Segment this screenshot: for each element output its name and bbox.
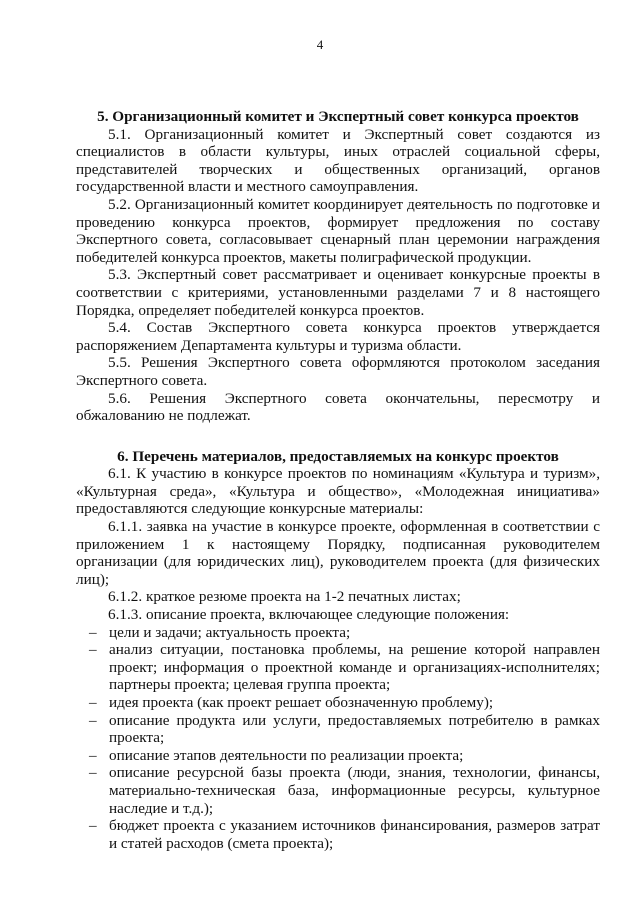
paragraph-6-1-3: 6.1.3. описание проекта, включающее следующие положения: (108, 606, 510, 624)
paragraph-6-1-2: 6.1.2. краткое резюме проекта на 1-2 печатных листах; (108, 588, 461, 606)
list-item: – описание ресурсной базы проекта (люди, знания, технологии, финансы, материально-техническая база, информационные ресурсы, культурное наследие и т.д.); (76, 764, 600, 817)
list-item: – цели и задачи; актуальность проекта; (76, 624, 600, 642)
paragraph-5-5: 5.5. Решения Экспертного совета оформляются протоколом заседания Экспертного совета. (76, 354, 600, 389)
paragraph-6-1-1: 6.1.1. заявка на участие в конкурсе проекте, оформленная в соответствии с приложением 1 к настоящему Порядку, подписанная руководителем организации (для юридических лиц), руководителем проекта (для физических лиц); (76, 518, 600, 588)
paragraph-5-3: 5.3. Экспертный совет рассматривает и оценивает конкурсные проекты в соответствии с критериями, установленными разделами 7 и 8 настоящего Порядка, определяет победителей конкурса проектов. (76, 266, 600, 319)
list-item: – описание этапов деятельности по реализации проекта; (76, 747, 600, 765)
paragraph-5-6: 5.6. Решения Экспертного совета окончательны, пересмотру и обжалованию не подлежат. (76, 389, 600, 425)
list-item: – идея проекта (как проект решает обозначенную проблему); (76, 694, 600, 712)
section-6-heading: 6. Перечень материалов, предоставляемых на конкурс проектов (117, 447, 559, 465)
paragraph-6-1: 6.1. К участию в конкурсе проектов по номинациям «Культура и туризм», «Культурная среда», «Культура и общество», «Молодежная инициатива» предоставляются следующие конкурсные материалы: (76, 465, 600, 518)
section-5-heading: 5. Организационный комитет и Экспертный совет конкурса проектов (97, 108, 579, 125)
paragraph-5-2: 5.2. Организационный комитет координирует деятельность по подготовке и проведению конкурса проектов, формирует предложения по составу Экспертного совета, согласовывает сценарный план церемонии награждения победителей конкурса проектов, макеты полиграфической продукции. (76, 195, 600, 266)
list-item: – анализ ситуации, постановка проблемы, на решение которой направлен проект; информация о проектной команде и организациях-исполнителях; партнеры проекта; целевая группа проекта; (76, 641, 600, 694)
paragraph-5-1: 5.1. Организационный комитет и Экспертный совет создаются из специалистов в области культуры, иных отраслей социальной сферы, представителей творческих и общественных организаций, органов государственной власти и местного самоуправления. (76, 125, 600, 196)
list-item: – описание продукта или услуги, предоставляемых потребителю в рамках проекта; (76, 712, 600, 747)
page-number: 4 (316, 37, 324, 52)
paragraph-5-4: 5.4. Состав Экспертного совета конкурса проектов утверждается распоряжением Департамента культуры и туризма области. (76, 319, 600, 354)
document-body (76, 108, 600, 852)
requirements-list (76, 624, 600, 853)
list-item: – бюджет проекта с указанием источников финансирования, размеров затрат и статей расходов (смета проекта); (76, 817, 600, 852)
